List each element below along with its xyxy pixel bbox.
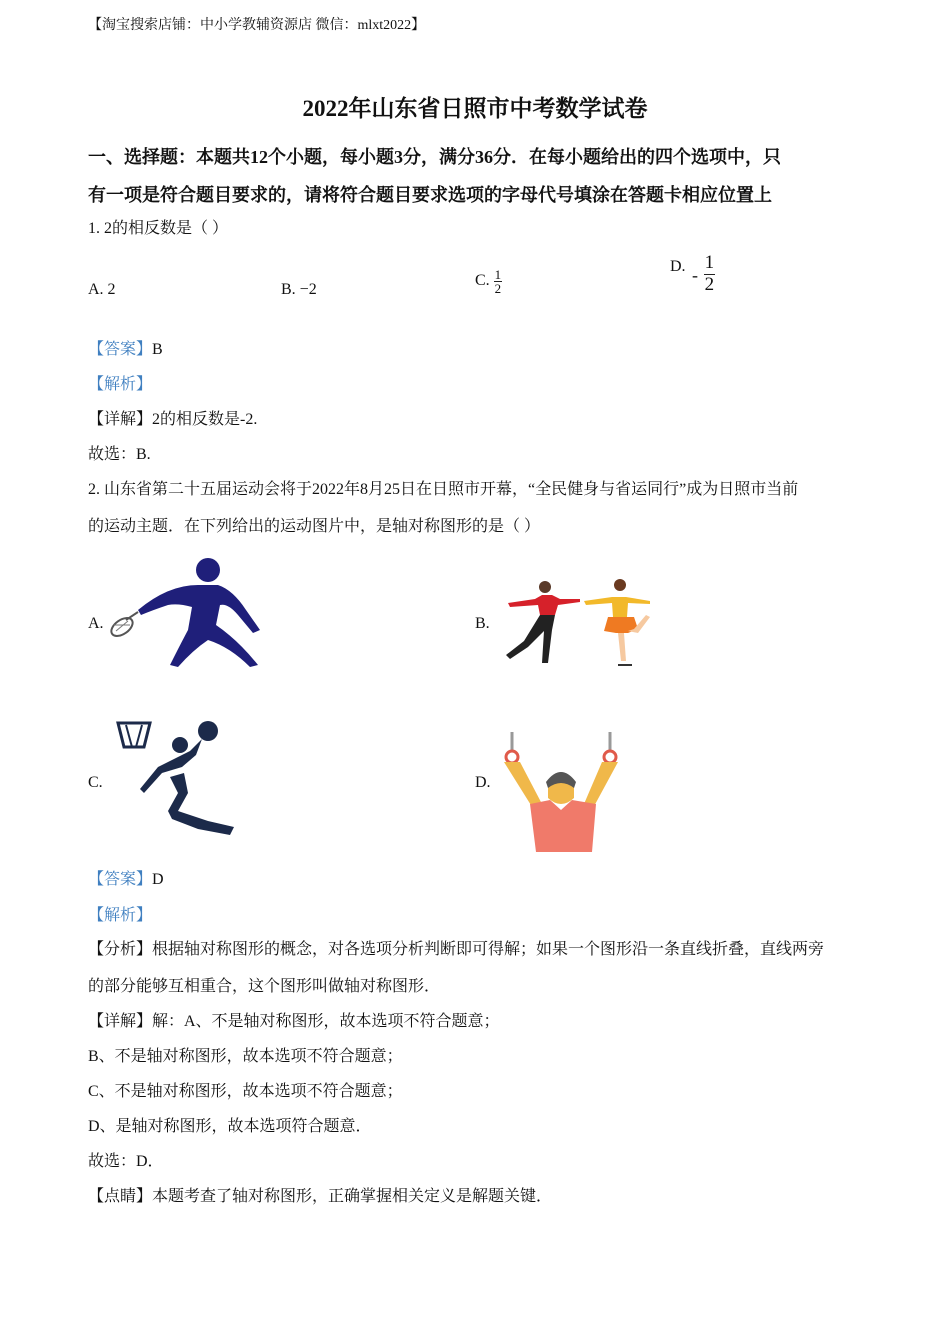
q2-analysis-line2: 的部分能够互相重合，这个图形叫做轴对称图形． xyxy=(88,978,441,995)
q2-detail-b: B、不是轴对称图形，故本选项不符合题意； xyxy=(88,1048,403,1065)
q2-option-a-label: A. xyxy=(88,615,104,632)
q1-option-d-denominator: 2 xyxy=(704,274,715,295)
q2-answer-tag: 【答案】 xyxy=(88,871,153,888)
q1-option-c-fraction xyxy=(494,268,503,295)
q2-option-c-label: C. xyxy=(88,774,103,791)
q2-option-b-label: B. xyxy=(475,615,490,632)
q2-analysis-line1: 【分析】根据轴对称图形的概念，对各选项分析判断即可得解；如果一个图形沿一条直线折叠，直线两旁 xyxy=(88,941,825,958)
basketball-figure xyxy=(112,715,242,850)
q1-option-c-label: C. xyxy=(475,272,490,290)
badminton-figure xyxy=(108,555,268,670)
q1-analysis-tag: 【解析】 xyxy=(88,376,153,393)
q2-answer xyxy=(88,870,164,890)
q1-option-a: A. 2 xyxy=(88,281,116,298)
rings-gymnast-figure xyxy=(500,732,625,854)
q2-choice: 故选：D． xyxy=(88,1153,164,1170)
q1-detail: 【详解】2的相反数是-2. xyxy=(88,411,258,428)
figure-skating-figure xyxy=(500,575,660,670)
page-title: 2022年山东省日照市中考数学试卷 xyxy=(302,96,648,121)
q1-choice: 故选：B. xyxy=(88,446,151,463)
q1-option-d-sign: - xyxy=(692,265,698,285)
q1-answer xyxy=(88,340,163,360)
q2-detail-a: 【详解】解：A、不是轴对称图形，故本选项不符合题意； xyxy=(88,1013,500,1030)
q1-option-c-denominator: 2 xyxy=(494,281,502,296)
q2-answer-value: D xyxy=(152,871,164,888)
q2-stem-line2: 的运动主题．在下列给出的运动图片中，是轴对称图形的是（ ） xyxy=(88,518,541,535)
q1-answer-tag: 【答案】 xyxy=(88,341,153,358)
q1-option-d-fraction xyxy=(704,253,716,294)
q2-comment: 【点睛】本题考查了轴对称图形，正确掌握相关定义是解题关键． xyxy=(88,1188,553,1205)
q1-option-d-numerator: 1 xyxy=(704,252,715,273)
q1-stem: 1. 2的相反数是（ ） xyxy=(88,220,229,237)
q1-option-b: B. −2 xyxy=(281,281,317,298)
q2-analysis-tag: 【解析】 xyxy=(88,907,153,924)
q2-option-d-label: D. xyxy=(475,774,491,791)
q1-option-d xyxy=(670,253,715,294)
q1-answer-value: B xyxy=(152,341,163,358)
q1-option-c xyxy=(475,268,502,295)
q2-stem-line1: 2. 山东省第二十五届运动会将于2022年8月25日在日照市开幕，“全民健身与省运同行”成为日照市当前 xyxy=(88,481,799,498)
q1-option-c-numerator: 1 xyxy=(494,267,502,282)
q2-detail-c: C、不是轴对称图形，故本选项不符合题意； xyxy=(88,1083,403,1100)
section-heading-line2: 有一项是符合题目要求的，请将符合题目要求选项的字母代号填涂在答题卡相应位置上 xyxy=(88,185,772,205)
section-heading-line1: 一、选择题：本题共12个小题，每小题3分，满分36分．在每小题给出的四个选项中，只 xyxy=(88,147,781,167)
q2-detail-d: D、是轴对称图形，故本选项符合题意． xyxy=(88,1118,372,1135)
q1-option-d-label: D. xyxy=(670,258,686,276)
page-header: 【淘宝搜索店铺：中小学教辅资源店 微信：mlxt2022】 xyxy=(88,18,426,33)
